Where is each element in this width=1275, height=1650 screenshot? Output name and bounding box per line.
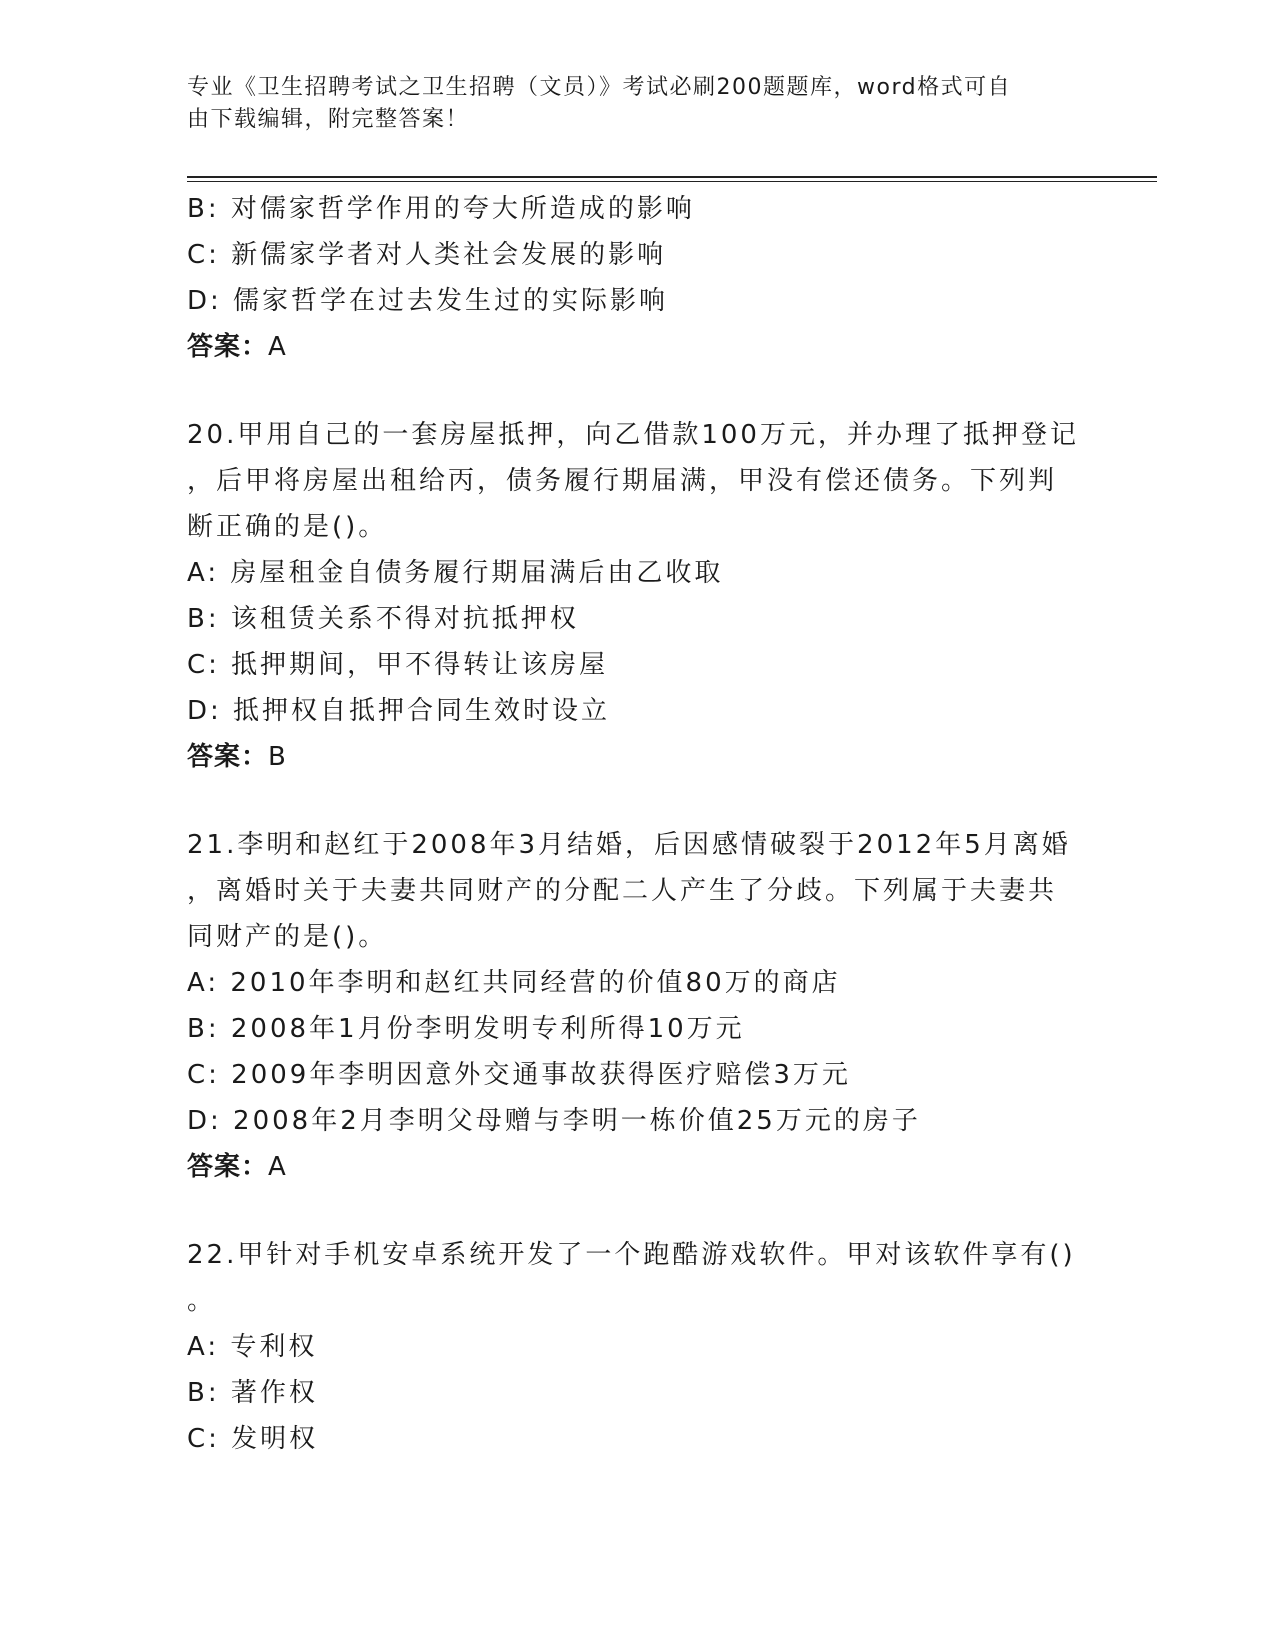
question-text-line: 21.李明和赵红于2008年3月结婚，后因感情破裂于2012年5月离婚 — [187, 830, 1071, 860]
answer-value: B — [268, 742, 287, 772]
option-c: C: 发明权 — [187, 1424, 319, 1454]
header-divider-thick — [187, 176, 1157, 178]
option-a: A: 专利权 — [187, 1332, 318, 1362]
option-a: A: 房屋租金自债务履行期届满后由乙收取 — [187, 558, 724, 588]
option-d: D: 2008年2月李明父母赠与李明一栋价值25万元的房子 — [187, 1106, 921, 1136]
page-header — [187, 72, 1067, 136]
option-c: C: 新儒家学者对人类社会发展的影响 — [187, 240, 667, 270]
answer-line — [187, 734, 1087, 780]
option-b: B: 2008年1月份李明发明专利所得10万元 — [187, 1014, 745, 1044]
answer-label: 答案： — [187, 332, 269, 362]
question-text-line: 。 — [187, 1286, 217, 1316]
question-text-line: 断正确的是()。 — [187, 512, 388, 542]
question-text-line: 22.甲针对手机安卓系统开发了一个跑酷游戏软件。甲对该软件享有() — [187, 1240, 1076, 1270]
option-b: B: 对儒家哲学作用的夸大所造成的影响 — [187, 194, 695, 224]
question-text-line: 20.甲用自己的一套房屋抵押，向乙借款100万元，并办理了抵押登记 — [187, 420, 1079, 450]
question-21 — [187, 822, 1087, 1190]
answer-value: A — [268, 1152, 287, 1182]
option-a: A: 2010年李明和赵红共同经营的价值80万的商店 — [187, 968, 841, 998]
question-text-line: ，后甲将房屋出租给丙，债务履行期届满，甲没有偿还债务。下列判 — [187, 466, 1058, 496]
question-continued — [187, 186, 1087, 370]
header-line-2: 由下载编辑，附完整答案！ — [187, 107, 470, 132]
question-text-line: ，离婚时关于夫妻共同财产的分配二人产生了分歧。下列属于夫妻共 — [187, 876, 1058, 906]
answer-label: 答案： — [187, 1152, 269, 1182]
option-b: B: 著作权 — [187, 1378, 318, 1408]
header-divider-thin — [187, 181, 1157, 182]
answer-value: A — [268, 332, 287, 362]
answer-line — [187, 324, 1087, 370]
answer-label: 答案： — [187, 742, 269, 772]
answer-line — [187, 1144, 1087, 1190]
question-20 — [187, 412, 1087, 780]
option-d: D: 抵押权自抵押合同生效时设立 — [187, 696, 611, 726]
option-c: C: 2009年李明因意外交通事故获得医疗赔偿3万元 — [187, 1060, 851, 1090]
header-line-1: 专业《卫生招聘考试之卫生招聘（文员）》考试必刷200题题库，word格式可自 — [187, 75, 1012, 100]
question-22 — [187, 1232, 1087, 1462]
question-text-line: 同财产的是()。 — [187, 922, 388, 952]
option-b: B: 该租赁关系不得对抗抵押权 — [187, 604, 579, 634]
option-c: C: 抵押期间，甲不得转让该房屋 — [187, 650, 609, 680]
document-body — [187, 186, 1087, 1462]
option-d: D: 儒家哲学在过去发生过的实际影响 — [187, 286, 669, 316]
